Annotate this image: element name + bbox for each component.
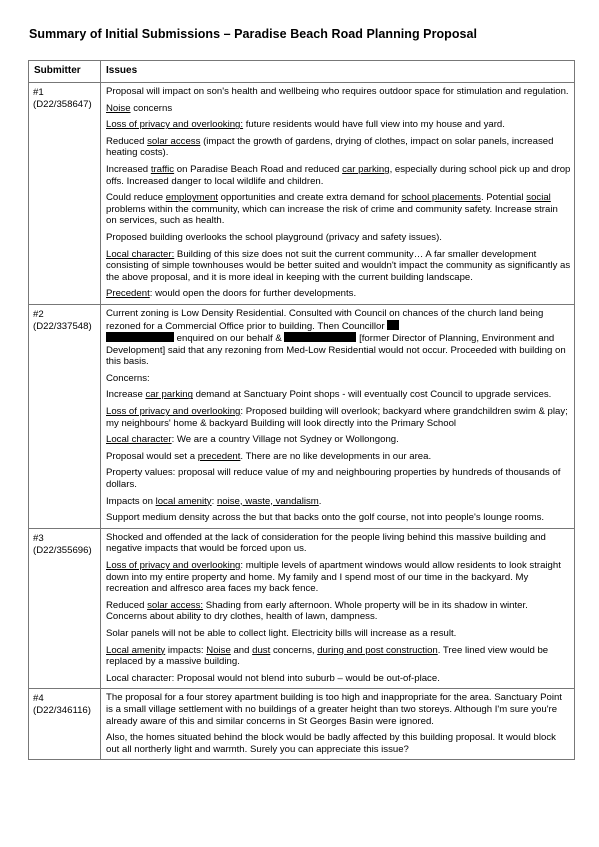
issues-cell — [101, 689, 575, 760]
submitter-cell — [29, 528, 101, 689]
submitter-cell — [29, 689, 101, 760]
issue-paragraph: Current zoning is Low Density Residential. Consulted with Council on chances of the church land being rezoned for a Commercial Office prior to building. Then Councillor enquired on our behalf & [former Director of Planning, Environment and Development] said that any rezoning from Med-Low Residential would not occur. Proceeded with building on this basis. — [106, 307, 566, 368]
issue-paragraph: Reduced solar access (impact the growth of gardens, drying of clothes, impact on solar panels, increased heating costs). — [106, 135, 554, 159]
table-row — [29, 689, 575, 760]
issue-paragraph: Precedent: would open the doors for further developments. — [106, 288, 357, 300]
document-title: Summary of Initial Submissions – Paradise Beach Road Planning Proposal — [29, 27, 478, 41]
submitter-number: #3 — [33, 532, 44, 544]
issue-paragraph: Loss of privacy and overlooking: multiple levels of apartment windows would allow residents to look straight down into my entire property and home. My family and I spend most of our time in the backyard. My recreation and alfresco area faces my back fence. — [106, 560, 561, 595]
issues-column-header: Issues — [101, 61, 575, 83]
table-row — [29, 528, 575, 689]
issue-paragraph: Loss of privacy and overlooking: Proposed building will overlook; backyard where grandchildren swim & play; my neighbours' home & backyard Building will look directly into the Primary School — [106, 406, 568, 429]
issue-paragraph: Support medium density across the but that backs onto the golf course, not into people's lounge rooms. — [106, 512, 545, 524]
issue-paragraph: Proposal will impact on son's health and wellbeing who requires outdoor space for stimulation and regulation. — [106, 86, 569, 97]
issue-paragraph: Local character: Building of this size does not suit the current community… A far smaller development consisting of simple townhouses would be better suited and wouldn't impact the community as significantly as the above proposal, and it is more ideal in keeping with the current building landscape. — [106, 248, 571, 283]
issue-paragraph: Increase car parking demand at Sanctuary Point shops - will eventually cost Council to upgrade services. — [106, 389, 552, 401]
issue-paragraph: Loss of privacy and overlooking: future residents would have full view into my house and yard. — [106, 119, 505, 131]
redaction-box — [284, 332, 356, 342]
issue-paragraph: The proposal for a four storey apartment building is too high and inappropriate for the area. Sanctuary Point is a small village settlement with no buildings of a greater height than two storeys. Although I'm sure you're already aware of this and similar concerns in St Georges Basin were ignored. — [106, 692, 562, 727]
submitter-reference: (D22/346116) — [33, 705, 91, 717]
submitter-reference: (D22/358647) — [33, 99, 92, 110]
submitter-number: #1 — [33, 87, 44, 98]
submitter-number: #2 — [33, 308, 44, 320]
redaction-box — [387, 320, 399, 330]
table-row — [29, 83, 575, 305]
issue-paragraph: Also, the homes situated behind the block would be badly affected by this building proposal. It would block out all northerly light and warmth. Surely you can appreciate this issue? — [106, 732, 556, 755]
issue-paragraph: Local character: We are a country Village not Sydney or Wollongong. — [106, 434, 399, 446]
issue-paragraph: Property values: proposal will reduce value of my and neighbouring properties by hundreds of thousands of dollars. — [106, 467, 561, 491]
submitter-cell — [29, 304, 101, 528]
issue-paragraph: Impacts on local amenity: noise, waste, vandalism. — [106, 495, 322, 507]
issue-paragraph: Solar panels will not be able to collect light. Electricity bills will increase as a result. — [106, 627, 457, 639]
issue-paragraph: Noise concerns — [106, 102, 173, 114]
issue-paragraph: Proposed building overlooks the school playground (privacy and safety issues). — [106, 231, 442, 243]
issue-paragraph: Increased traffic on Paradise Beach Road and reduced car parking, especially during school pick up and drop offs. Increased danger to local wildlife and children. — [106, 163, 571, 187]
issue-paragraph: Could reduce employment opportunities and create extra demand for school placements. Potential social problems within the community, which can increase the risk of crime and community safety. Increase strain on services, such as health. — [106, 192, 558, 227]
issue-paragraph: Shocked and offended at the lack of consideration for the people living behind this massive building and negative impacts that would be forced upon us. — [106, 531, 546, 555]
table-row — [29, 304, 575, 528]
submitter-reference: (D22/337548) — [33, 320, 92, 332]
table-header-row — [29, 61, 575, 83]
submitter-reference: (D22/355696) — [33, 544, 92, 556]
redaction-box — [106, 332, 174, 342]
submitter-cell — [29, 83, 101, 305]
submitter-number: #4 — [33, 693, 44, 705]
issues-cell — [101, 528, 575, 689]
issues-cell — [101, 83, 575, 305]
issue-paragraph: Reduced solar access: Shading from early afternoon. Whole property will be in its shadow in winter. Concerns about ability to dry clothes, health of lawn, dampness. — [106, 599, 528, 623]
submitter-column-header: Submitter — [29, 61, 101, 83]
issue-paragraph: Local amenity impacts: Noise and dust concerns, during and post construction. Tree lined view would be replaced by a massive building. — [106, 644, 549, 668]
issue-paragraph: Local character: Proposal would not blend into suburb – would be out-of-place. — [106, 672, 440, 684]
issues-cell — [101, 304, 575, 528]
issue-paragraph: Proposal would set a precedent. There are no like developments in our area. — [106, 450, 432, 462]
submissions-table — [28, 60, 575, 760]
issue-paragraph: Concerns: — [106, 372, 150, 384]
